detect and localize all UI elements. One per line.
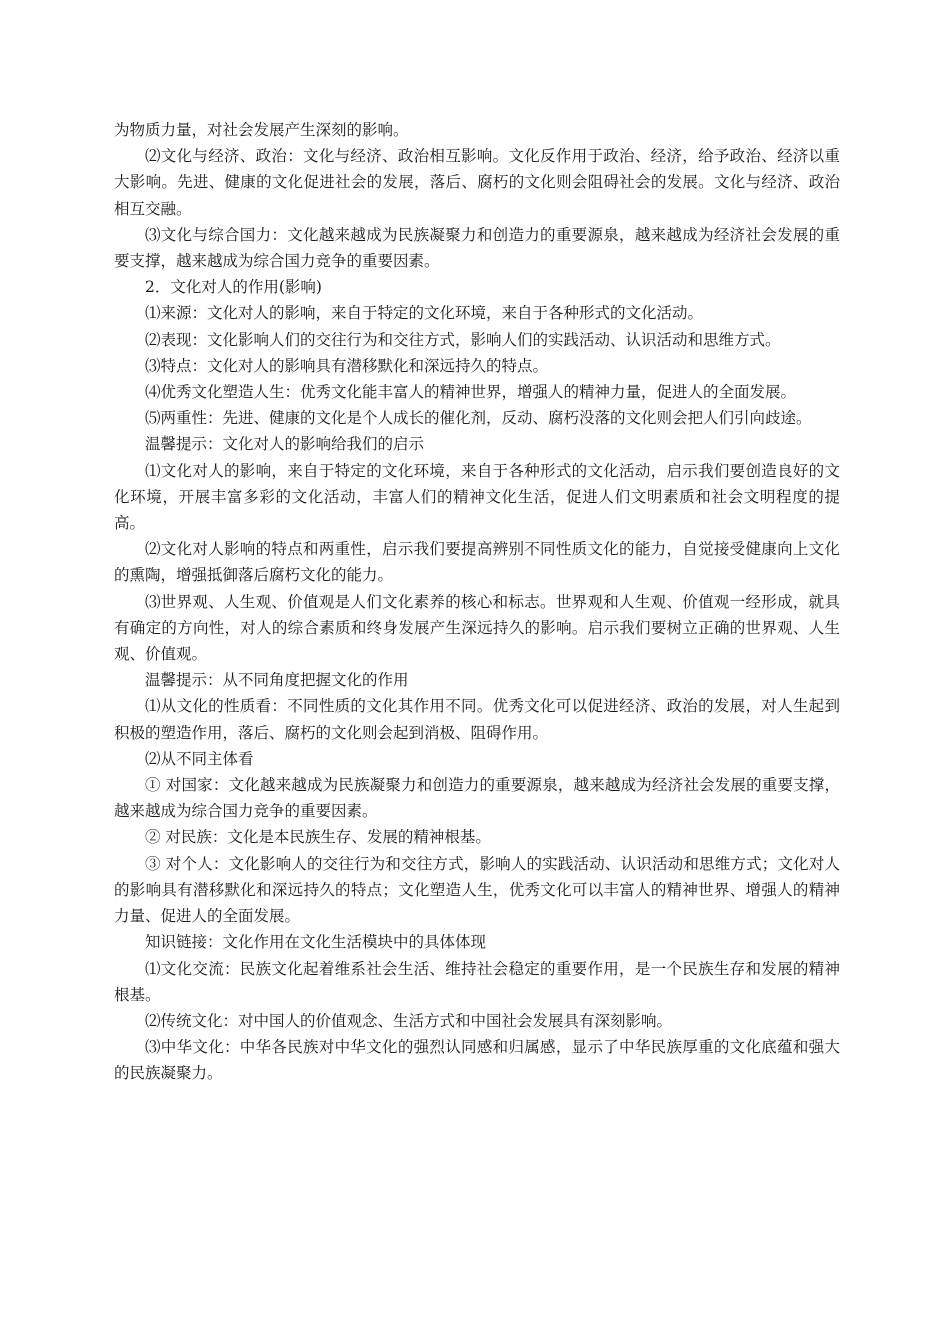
paragraph-duality: ⑸两重性：先进、健康的文化是个人成长的催化剂，反动、腐朽没落的文化则会把人们引向歧途。: [145, 409, 812, 428]
section-heading-culture-on-people: 2．文化对人的作用(影响): [145, 278, 322, 297]
paragraph-enlightenment-3: ⑶世界观、人生观、价值观是人们文化素养的核心和标志。世界观和人生观、价值观一经形成，就具有确定的方向性，对人的综合素质和终身发展产生深远持久的影响。启示我们要树立正确的世界观、人生观、价值观。: [114, 592, 840, 664]
paragraph-source: ⑴来源：文化对人的影响，来自于特定的文化环境，来自于各种形式的文化活动。: [145, 304, 704, 323]
list-item-individual: ③ 对个人：文化影响人的交往行为和交往方式，影响人的实践活动、认识活动和思维方式；文化对人的影响具有潜移默化和深远持久的特点；文化塑造人生，优秀文化可以丰富人的精神世界、增强人的精神力量、促进人的全面发展。: [114, 854, 840, 926]
paragraph-traditional-culture: ⑵传统文化：对中国人的价值观念、生活方式和中国社会发展具有深刻影响。: [145, 1011, 673, 1030]
link-heading-knowledge: 知识链接：文化作用在文化生活模块中的具体体现: [145, 933, 487, 952]
list-item-ethnic-group: ② 对民族：文化是本民族生存、发展的精神根基。: [145, 828, 491, 847]
paragraph-characteristics: ⑶特点：文化对人的影响具有潜移默化和深远持久的特点。: [145, 356, 549, 375]
paragraph-excellent-culture: ⑷优秀文化塑造人生：优秀文化能丰富人的精神世界，增强人的精神力量，促进人的全面发展。: [145, 383, 797, 402]
paragraph-culture-economy-politics: ⑵文化与经济、政治：文化与经济、政治相互影响。文化反作用于政治、经济，给予政治、经济以重大影响。先进、健康的文化促进社会的发展，落后、腐朽的文化则会阻碍社会的发展。文化与经济、政治相互交融。: [114, 147, 840, 218]
paragraph-by-nature: ⑴从文化的性质看：不同性质的文化其作用不同。优秀文化可以促进经济、政治的发展，对人生起到积极的塑造作用，落后、腐朽的文化则会起到消极、阻碍作用。: [114, 697, 840, 742]
paragraph-continuation: 为物质力量，对社会发展产生深刻的影响。: [114, 121, 409, 139]
paragraph-chinese-culture: ⑶中华文化：中华各民族对中华文化的强烈认同感和归属感，显示了中华民族厚重的文化底蕴和强大的民族凝聚力。: [114, 1038, 840, 1083]
paragraph-enlightenment-2: ⑵文化对人影响的特点和两重性，启示我们要提高辨别不同性质文化的能力，自觉接受健康向上文化的熏陶，增强抵御落后腐朽文化的能力。: [114, 540, 840, 585]
paragraph-culture-national-power: ⑶文化与综合国力：文化越来越成为民族凝聚力和创造力的重要源泉，越来越成为经济社会发展的重要支撑，越来越成为综合国力竞争的重要因素。: [114, 225, 840, 271]
paragraph-enlightenment-1: ⑴文化对人的影响，来自于特定的文化环境，来自于各种形式的文化活动，启示我们要创造良好的文化环境，开展丰富多彩的文化活动，丰富人们的精神文化生活，促进人们文明素质和社会文明程度的提高。: [114, 461, 840, 533]
list-item-nation: ① 对国家：文化越来越成为民族凝聚力和创造力的重要源泉，越来越成为经济社会发展的重要支撑，越来越成为综合国力竞争的重要因素。: [114, 776, 840, 821]
tip-heading-enlightenment: 温馨提示：文化对人的影响给我们的启示: [145, 435, 425, 454]
paragraph-cultural-exchange: ⑴文化交流：民族文化起着维系社会生活、维持社会稳定的重要作用，是一个民族生存和发展的精神根基。: [114, 959, 840, 1004]
tip-heading-angles: 温馨提示：从不同角度把握文化的作用: [145, 671, 409, 690]
paragraph-by-subject: ⑵从不同主体看: [145, 749, 254, 768]
document-body: [114, 117, 840, 1087]
paragraph-manifestation: ⑵表现：文化影响人们的交往行为和交往方式，影响人们的实践活动、认识活动和思维方式。: [145, 330, 781, 349]
